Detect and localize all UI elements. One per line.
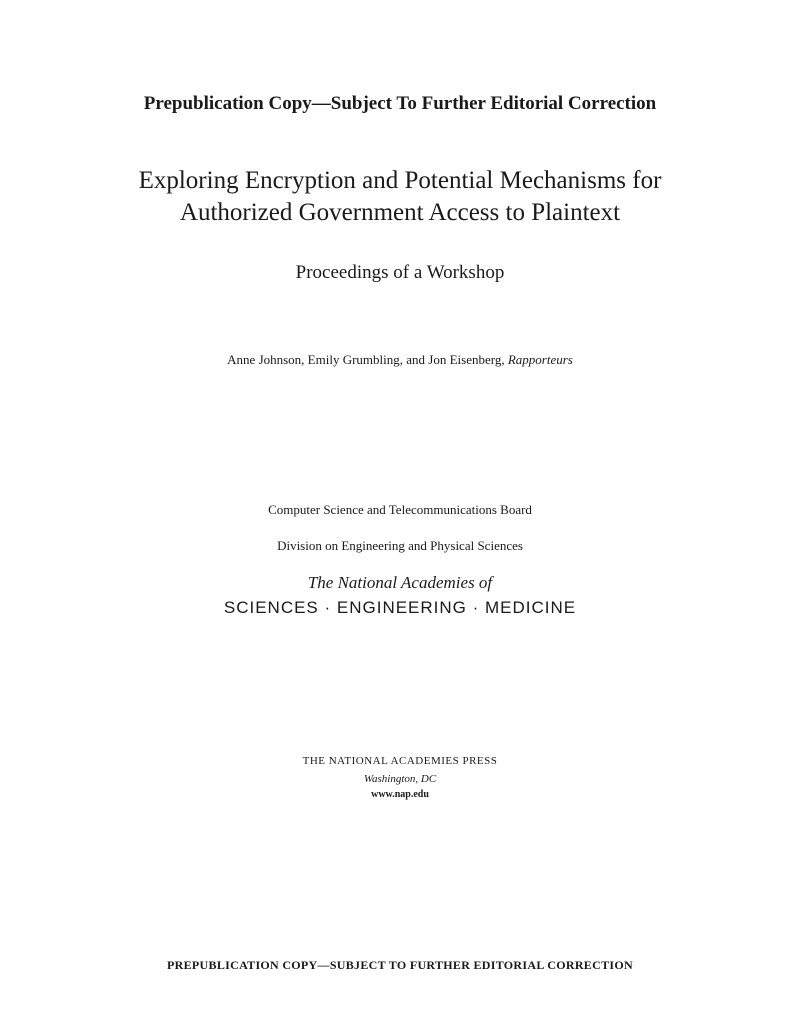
rapporteur-names: Anne Johnson, Emily Grumbling, and Jon Eisenberg, bbox=[227, 352, 505, 367]
document-title bbox=[0, 165, 800, 229]
board-name: Computer Science and Telecommunications Board bbox=[268, 502, 532, 517]
institution-fields: SCIENCES · ENGINEERING · MEDICINE bbox=[223, 598, 577, 617]
publisher-name: THE NATIONAL ACADEMIES PRESS bbox=[302, 755, 498, 767]
publisher-url: www.nap.edu bbox=[371, 789, 429, 800]
division-name: Division on Engineering and Physical Sciences bbox=[277, 538, 523, 553]
title-line-2: Authorized Government Access to Plaintext bbox=[179, 199, 621, 226]
title-line-1: Exploring Encryption and Potential Mechanisms for bbox=[138, 167, 662, 194]
rapporteur-role: Rapporteurs bbox=[507, 352, 573, 367]
prepublication-notice-footer: PREPUBLICATION COPY—SUBJECT TO FURTHER EDITORIAL CORRECTION bbox=[167, 958, 633, 972]
document-subtitle: Proceedings of a Workshop bbox=[295, 262, 505, 283]
rapporteurs bbox=[0, 352, 800, 368]
prepublication-notice-header: Prepublication Copy—Subject To Further Editorial Correction bbox=[143, 93, 657, 114]
institution-name: The National Academies of bbox=[307, 573, 493, 592]
publisher-city: Washington, DC bbox=[363, 773, 437, 785]
